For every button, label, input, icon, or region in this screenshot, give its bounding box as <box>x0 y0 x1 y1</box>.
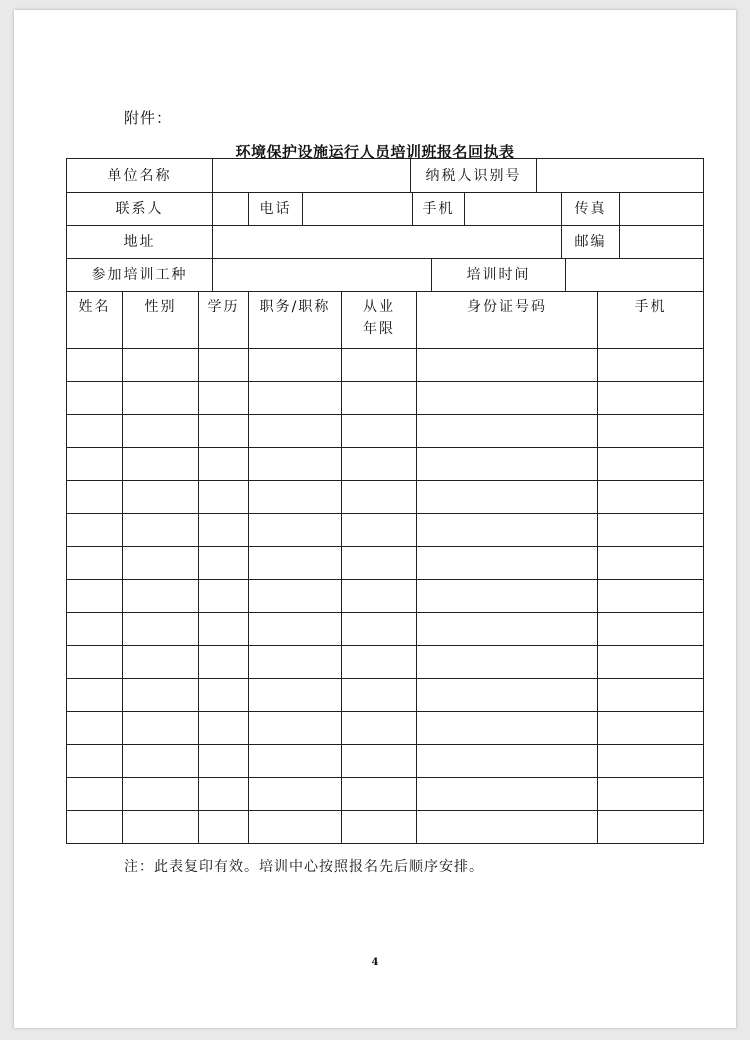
footnote: 注：此表复印有效。培训中心按照报名先后顺序安排。 <box>124 859 484 875</box>
table-cell[interactable] <box>198 811 248 843</box>
table-cell[interactable] <box>198 547 248 579</box>
document-page <box>14 10 736 1028</box>
table-cell[interactable] <box>248 382 341 414</box>
table-cell[interactable] <box>416 580 597 612</box>
table-cell[interactable] <box>248 778 341 810</box>
table-cell[interactable] <box>198 349 248 381</box>
page-number: 4 <box>371 957 379 968</box>
table-cell[interactable] <box>416 745 597 777</box>
table-row <box>67 546 703 579</box>
contact-label: 联系人 <box>115 201 164 217</box>
table-cell[interactable] <box>597 349 703 381</box>
table-row <box>67 414 703 447</box>
form-row-unit <box>67 159 703 192</box>
table-cell[interactable] <box>198 679 248 711</box>
table-cell[interactable] <box>122 712 198 744</box>
taxpayer-id-field[interactable] <box>536 159 703 192</box>
table-cell[interactable] <box>122 811 198 843</box>
table-cell[interactable] <box>122 382 198 414</box>
table-cell[interactable] <box>341 547 416 579</box>
form-row-contact <box>67 192 703 225</box>
training-time-field[interactable] <box>565 259 703 291</box>
table-cell[interactable] <box>416 547 597 579</box>
table-cell[interactable] <box>198 712 248 744</box>
roster-header-row <box>67 291 703 348</box>
table-cell[interactable] <box>122 415 198 447</box>
table-cell[interactable] <box>597 382 703 414</box>
table-cell[interactable] <box>341 514 416 546</box>
table-cell[interactable] <box>67 646 122 678</box>
table-cell[interactable] <box>597 448 703 480</box>
table-cell[interactable] <box>248 580 341 612</box>
unit-name-label: 单位名称 <box>107 167 172 184</box>
form-row-address <box>67 225 703 258</box>
table-cell[interactable] <box>198 613 248 645</box>
table-cell[interactable] <box>198 415 248 447</box>
table-cell[interactable] <box>67 349 122 381</box>
table-cell[interactable] <box>67 745 122 777</box>
table-cell[interactable] <box>341 613 416 645</box>
address-field[interactable] <box>212 226 561 258</box>
table-row <box>67 711 703 744</box>
table-row <box>67 777 703 810</box>
table-cell[interactable] <box>198 448 248 480</box>
training-type-label: 参加培训工种 <box>91 267 188 283</box>
training-type-field[interactable] <box>212 259 431 291</box>
table-cell[interactable] <box>122 514 198 546</box>
table-cell[interactable] <box>597 745 703 777</box>
table-cell[interactable] <box>341 382 416 414</box>
postcode-label: 邮编 <box>561 226 619 258</box>
table-cell[interactable] <box>341 580 416 612</box>
table-cell[interactable] <box>248 514 341 546</box>
table-cell[interactable] <box>67 580 122 612</box>
table-cell[interactable] <box>248 745 341 777</box>
table-cell[interactable] <box>67 778 122 810</box>
table-cell[interactable] <box>248 349 341 381</box>
taxpayer-id-label: 纳税人识别号 <box>410 159 536 192</box>
table-cell[interactable] <box>597 514 703 546</box>
roster-body <box>67 348 703 843</box>
table-cell[interactable] <box>198 778 248 810</box>
table-row <box>67 645 703 678</box>
table-cell[interactable] <box>248 613 341 645</box>
table-cell[interactable] <box>416 811 597 843</box>
table-cell[interactable] <box>341 679 416 711</box>
table-cell[interactable] <box>416 679 597 711</box>
table-cell[interactable] <box>416 712 597 744</box>
table-cell[interactable] <box>597 580 703 612</box>
table-cell[interactable] <box>122 580 198 612</box>
table-cell[interactable] <box>341 481 416 513</box>
table-cell[interactable] <box>248 547 341 579</box>
table-cell[interactable] <box>248 448 341 480</box>
table-cell[interactable] <box>597 547 703 579</box>
header-name: 姓名 <box>78 299 111 315</box>
table-row <box>67 678 703 711</box>
table-cell[interactable] <box>122 448 198 480</box>
table-cell[interactable] <box>122 646 198 678</box>
table-cell[interactable] <box>341 448 416 480</box>
table-row <box>67 810 703 843</box>
table-cell[interactable] <box>67 514 122 546</box>
mobile-field[interactable] <box>464 193 561 225</box>
mobile-label: 手机 <box>412 193 464 225</box>
table-row <box>67 579 703 612</box>
table-cell[interactable] <box>198 481 248 513</box>
table-row <box>67 348 703 381</box>
table-row <box>67 480 703 513</box>
table-cell[interactable] <box>341 646 416 678</box>
table-cell[interactable] <box>597 778 703 810</box>
header-mobile: 手机 <box>597 292 703 348</box>
table-row <box>67 513 703 546</box>
header-gender: 性别 <box>122 292 198 348</box>
table-cell[interactable] <box>122 745 198 777</box>
table-cell[interactable] <box>248 811 341 843</box>
table-cell[interactable] <box>198 745 248 777</box>
table-cell[interactable] <box>122 349 198 381</box>
fax-label: 传真 <box>561 193 619 225</box>
table-cell[interactable] <box>248 679 341 711</box>
address-label: 地址 <box>123 234 156 250</box>
table-cell[interactable] <box>122 547 198 579</box>
attachment-label: 附件： <box>124 109 173 127</box>
table-cell[interactable] <box>67 712 122 744</box>
table-cell[interactable] <box>67 811 122 843</box>
table-cell[interactable] <box>122 481 198 513</box>
table-cell[interactable] <box>341 778 416 810</box>
table-cell[interactable] <box>122 778 198 810</box>
phone-field[interactable] <box>302 193 412 225</box>
training-time-label: 培训时间 <box>431 259 565 291</box>
table-cell[interactable] <box>67 382 122 414</box>
table-cell[interactable] <box>416 778 597 810</box>
table-cell[interactable] <box>341 712 416 744</box>
table-cell[interactable] <box>597 679 703 711</box>
header-years-of-experience: 从业年限 <box>341 292 416 348</box>
table-cell[interactable] <box>597 613 703 645</box>
table-cell[interactable] <box>416 415 597 447</box>
registration-form-table <box>66 158 704 844</box>
table-cell[interactable] <box>198 514 248 546</box>
table-cell[interactable] <box>597 811 703 843</box>
table-cell[interactable] <box>67 481 122 513</box>
table-cell[interactable] <box>416 382 597 414</box>
table-cell[interactable] <box>248 712 341 744</box>
table-cell[interactable] <box>341 745 416 777</box>
table-row <box>67 612 703 645</box>
table-cell[interactable] <box>198 382 248 414</box>
table-cell[interactable] <box>198 580 248 612</box>
header-id-number: 身份证号码 <box>416 292 597 348</box>
table-cell[interactable] <box>597 646 703 678</box>
table-cell[interactable] <box>341 349 416 381</box>
table-row <box>67 381 703 414</box>
contact-field[interactable] <box>212 193 248 225</box>
phone-label: 电话 <box>248 193 302 225</box>
form-title: 环境保护设施运行人员培训班报名回执表 <box>235 143 515 161</box>
table-cell[interactable] <box>122 613 198 645</box>
table-cell[interactable] <box>416 448 597 480</box>
postcode-field[interactable] <box>619 226 703 258</box>
table-cell[interactable] <box>248 415 341 447</box>
header-position-title: 职务/职称 <box>248 292 341 348</box>
table-cell[interactable] <box>248 481 341 513</box>
table-cell[interactable] <box>67 415 122 447</box>
table-cell[interactable] <box>597 712 703 744</box>
table-cell[interactable] <box>597 415 703 447</box>
table-cell[interactable] <box>341 415 416 447</box>
table-cell[interactable] <box>416 613 597 645</box>
fax-field[interactable] <box>619 193 703 225</box>
table-cell[interactable] <box>122 679 198 711</box>
table-cell[interactable] <box>198 646 248 678</box>
table-row <box>67 447 703 480</box>
table-cell[interactable] <box>67 613 122 645</box>
table-row <box>67 744 703 777</box>
table-cell[interactable] <box>67 679 122 711</box>
table-cell[interactable] <box>416 481 597 513</box>
unit-name-field[interactable] <box>212 159 410 192</box>
table-cell[interactable] <box>416 646 597 678</box>
table-cell[interactable] <box>597 481 703 513</box>
table-cell[interactable] <box>248 646 341 678</box>
table-cell[interactable] <box>67 547 122 579</box>
header-education: 学历 <box>198 292 248 348</box>
table-cell[interactable] <box>341 811 416 843</box>
form-row-training <box>67 258 703 291</box>
table-cell[interactable] <box>67 448 122 480</box>
table-cell[interactable] <box>416 514 597 546</box>
table-cell[interactable] <box>416 349 597 381</box>
